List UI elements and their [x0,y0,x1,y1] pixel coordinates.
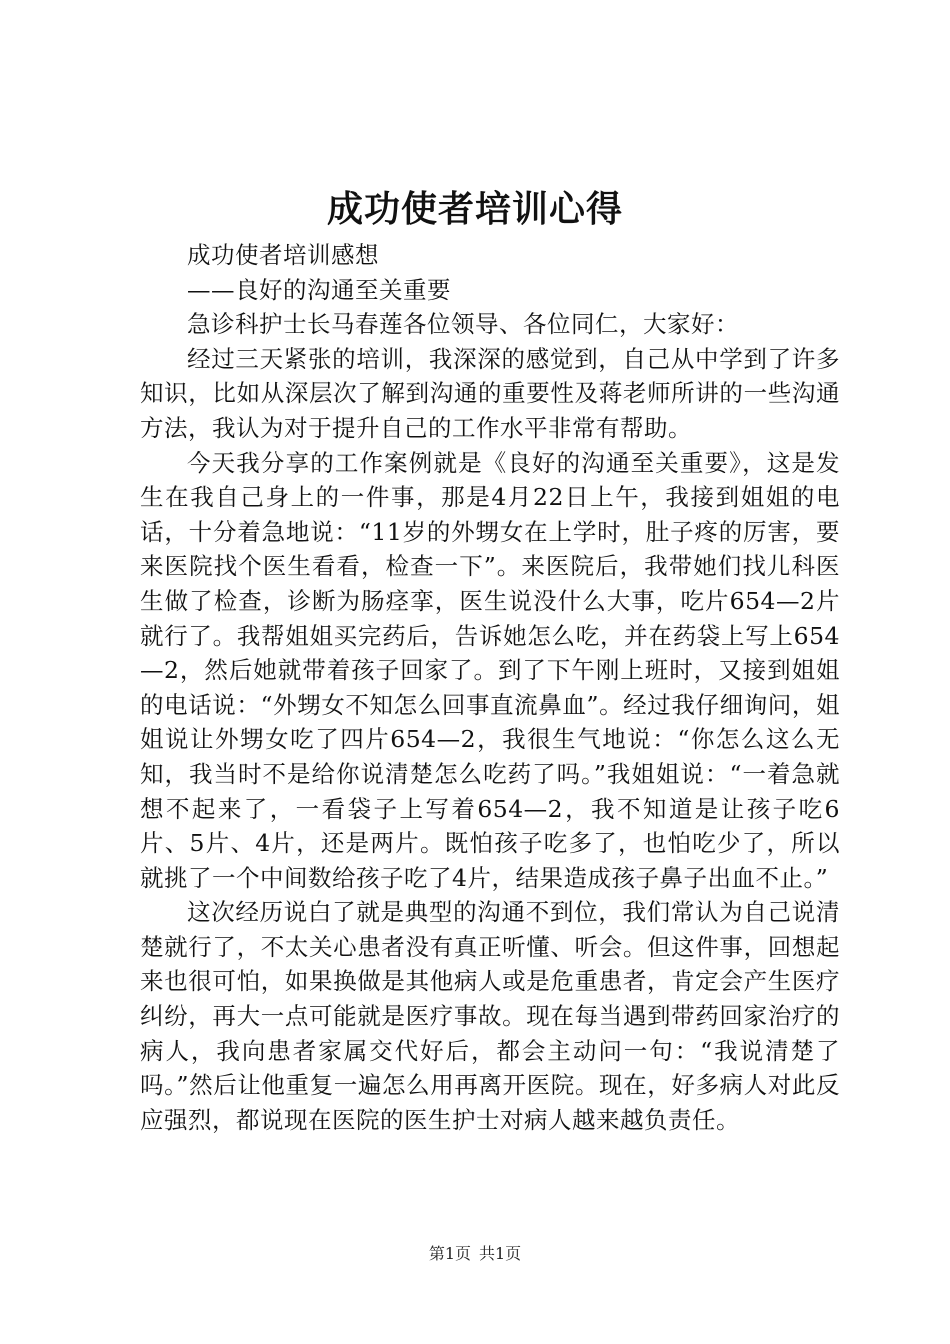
document-greeting: 急诊科护士长马春莲各位领导、各位同仁，大家好： [187,310,739,339]
document-title: 成功使者培训心得 [326,188,623,230]
paragraph-1: 经过三天紧张的培训，我深深的感觉到，自己从中学到了许多知识，比如从深层次了解到沟通的重要性及蒋老师所讲的一些沟通方法，我认为对于提升自己的工作水平非常有帮助。 [140,344,840,442]
page-footer [0,1243,950,1265]
document-body [140,238,840,1137]
document-subtitle: 成功使者培训感想 [187,241,379,269]
paragraph-3: 这次经历说白了就是典型的沟通不到位，我们常认为自己说清楚就行了，不太关心患者没有真正听懂、听会。但这件事，回想起来也很可怕，如果换做是其他病人或是危重患者，肯定会产生医疗纠纷，再大一点可能就是医疗事故。现在每当遇到带药回家治疗的病人，我向患者家属交代好后，都会主动问一句：“我说清楚了吗。”然后让他重复一遍怎么用再离开医院。现在，好多病人对此反应强烈，都说现在医院的医生护士对病人越来越负责任。 [140,898,840,1134]
document-subheading: ——良好的沟通至关重要 [187,275,451,304]
page-number: 第1页 [428,1244,471,1263]
paragraph-2: 今天我分享的工作案例就是《良好的沟通至关重要》，这是发生在我自己身上的一件事，那是4月22日上午，我接到姐姐的电话，十分着急地说：“11岁的外甥女在上学时，肚子疼的厉害，要来医院找个医生看看，检查一下”。来医院后，我带她们找儿科医生做了检查，诊断为肠痉挛，医生说没什么大事，吃片654—2片就行了。我帮姐姐买完药后，告诉她怎么吃，并在药袋上写上654—2，然后她就带着孩子回家了。到了下午刚上班时，又接到姐姐的电话说：“外甥女不知怎么回事直流鼻血”。经过我仔细询问，姐姐说让外甥女吃了四片654—2，我很生气地说：“你怎么这么无知，我当时不是给你说清楚怎么吃药了吗。”我姐姐说：“一着急就想不起来了，一看袋子上写着654—2，我不知道是让孩子吃6片、5片、4片，还是两片。既怕孩子吃多了，也怕吃少了，所以就挑了一个中间数给孩子吃了4片，结果造成孩子鼻子出血不止。” [140,448,840,892]
page-total: 共1页 [479,1244,522,1263]
